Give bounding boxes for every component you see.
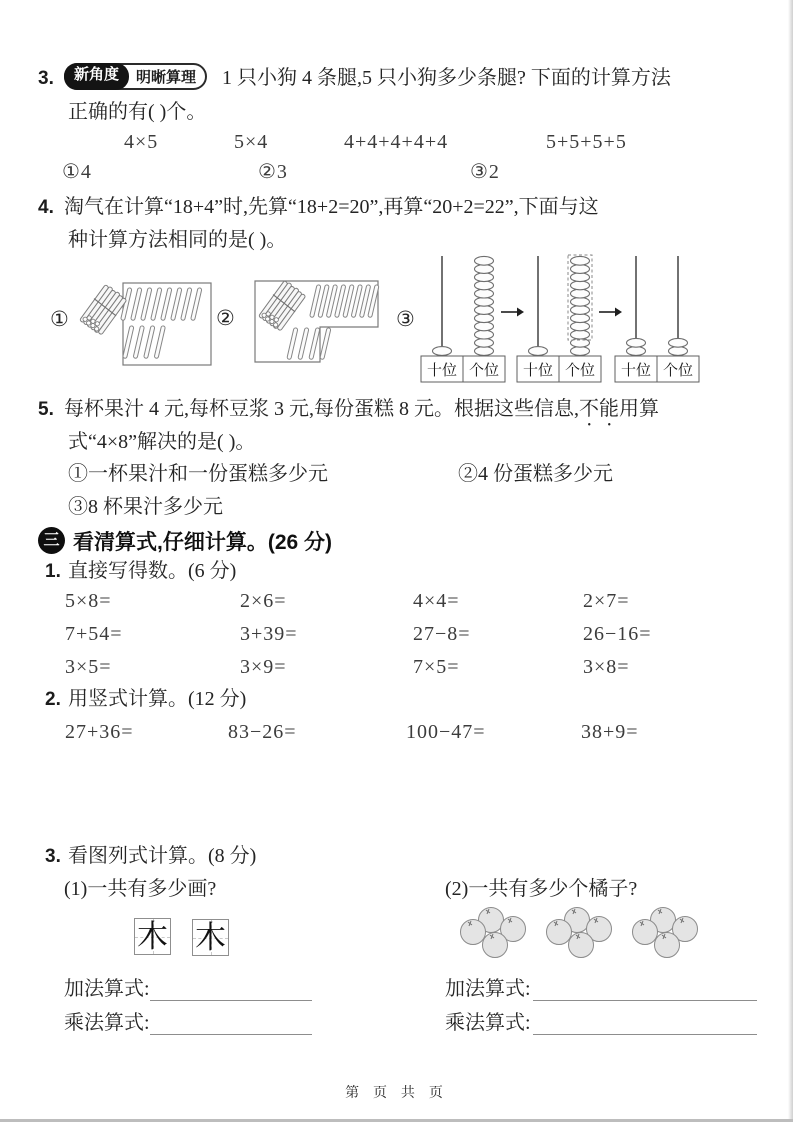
calc-item: 4×4=: [413, 590, 460, 612]
place-value-label-ones: 个位: [564, 363, 596, 379]
s3q3-title: 看图列式计算。(8 分): [68, 845, 257, 867]
place-value-label-ones: 个位: [662, 363, 694, 379]
q3-option-3: ③2: [470, 161, 500, 183]
stick-bundle-icon: [258, 279, 307, 332]
s3q3-part1-label: (1)一共有多少画?: [64, 878, 217, 900]
calc-item: 5×8=: [65, 590, 112, 612]
vertical-calc-problem: 100−47=: [406, 721, 486, 743]
calc-item: 3×9=: [240, 656, 287, 678]
figure-3-label: ③: [396, 307, 415, 331]
calc-item: 2×6=: [240, 590, 287, 612]
abacus-chart-3: [614, 252, 700, 384]
part1-multiplication-label: 乘法算式:: [64, 1012, 150, 1034]
place-value-label-tens: 十位: [426, 363, 458, 379]
calc-item: 7+54=: [65, 623, 123, 645]
section-3-icon: 三: [38, 527, 65, 554]
place-value-label-ones: 个位: [468, 363, 500, 379]
question-3-line-1: 1 只小狗 4 条腿,5 只小狗多少条腿? 下面的计算方法: [222, 67, 671, 89]
part1-addition-label: 加法算式:: [64, 978, 150, 1000]
vertical-calc-problem: 38+9=: [581, 721, 639, 743]
question-4-line-2: 种计算方法相同的是( )。: [68, 229, 287, 251]
answer-blank-line: [150, 1000, 312, 1001]
section-3-title: 看清算式,仔细计算。(26 分): [73, 531, 333, 554]
grid-character: 木: [137, 919, 168, 954]
calc-item: 7×5=: [413, 656, 460, 678]
part2-multiplication-label: 乘法算式:: [445, 1012, 531, 1034]
figure-2-label: ②: [216, 306, 235, 330]
question-4-number: 4.: [38, 197, 54, 218]
abacus-chart-1: [420, 252, 506, 384]
writing-grid-box: [192, 919, 229, 956]
q5-option-1: ①一杯果汁和一份蛋糕多少元: [68, 463, 328, 485]
orange-cluster: [461, 908, 526, 958]
q3-expression-2: 5×4: [234, 131, 269, 153]
place-value-label-tens: 十位: [620, 363, 652, 379]
s3q2-number: 2.: [45, 689, 61, 710]
vertical-calc-problem: 27+36=: [65, 721, 134, 743]
q5-option-2: ②4 份蛋糕多少元: [458, 463, 613, 485]
calc-item: 3×8=: [583, 656, 630, 678]
question-5-line-1: 每杯果汁 4 元,每杯豆浆 3 元,每份蛋糕 8 元。根据这些信息,不能用算: [64, 398, 659, 420]
calc-item: 2×7=: [583, 590, 630, 612]
answer-blank-line: [533, 1034, 757, 1035]
sticks-figure-2: [238, 270, 390, 370]
s3q3-part2-label: (2)一共有多少个橘子?: [445, 878, 638, 900]
page-footer: 第 页 共 页: [345, 1084, 448, 1100]
s3q3-number: 3.: [45, 846, 61, 867]
vertical-calc-problem: 83−26=: [228, 721, 297, 743]
answer-blank-line: [533, 1000, 757, 1001]
q5-option-3: ③8 杯果汁多少元: [68, 496, 223, 518]
emphasized-text: 不能: [579, 398, 619, 420]
calc-item: 27−8=: [413, 623, 471, 645]
question-3-badges: [64, 63, 207, 90]
question-4-line-1: 淘气在计算“18+4”时,先算“18+2=20”,再算“20+2=22”,下面与这: [64, 196, 599, 218]
figure-1-label: ①: [50, 307, 69, 331]
calc-item: 3+39=: [240, 623, 298, 645]
abacus-chart-2: [516, 252, 602, 384]
question-3-number: 3.: [38, 68, 54, 89]
question-3-line-2: 正确的有( )个。: [68, 101, 207, 123]
writing-grid-box: [134, 918, 171, 955]
q3-expression-4: 5+5+5+5: [546, 131, 627, 153]
scan-edge-right: [788, 0, 793, 1122]
badge-new-angle: 新角度: [64, 63, 129, 90]
s3q1-title: 直接写得数。(6 分): [68, 560, 237, 582]
q3-option-2: ②3: [258, 161, 288, 183]
part2-addition-label: 加法算式:: [445, 978, 531, 1000]
grid-character: 木: [195, 920, 226, 955]
orange-cluster: [633, 908, 698, 958]
q3-option-1: ①4: [62, 161, 92, 183]
sticks-figure-1: [68, 274, 216, 370]
s3q2-title: 用竖式计算。(12 分): [68, 688, 247, 710]
stick-bundle-icon: [79, 283, 128, 336]
q3-expression-1: 4×5: [124, 131, 159, 153]
question-5-line-2: 式“4×8”解决的是( )。: [68, 431, 256, 453]
s3q1-number: 1.: [45, 561, 61, 582]
calc-item: 3×5=: [65, 656, 112, 678]
badge-clear-reasoning: 明晰算理: [136, 69, 197, 86]
place-value-label-tens: 十位: [522, 363, 554, 379]
question-5-number: 5.: [38, 399, 54, 420]
q3-expression-3: 4+4+4+4+4: [344, 131, 449, 153]
orange-cluster: [547, 908, 612, 958]
oranges-figure: [455, 902, 725, 964]
answer-blank-line: [150, 1034, 312, 1035]
calc-item: 26−16=: [583, 623, 652, 645]
